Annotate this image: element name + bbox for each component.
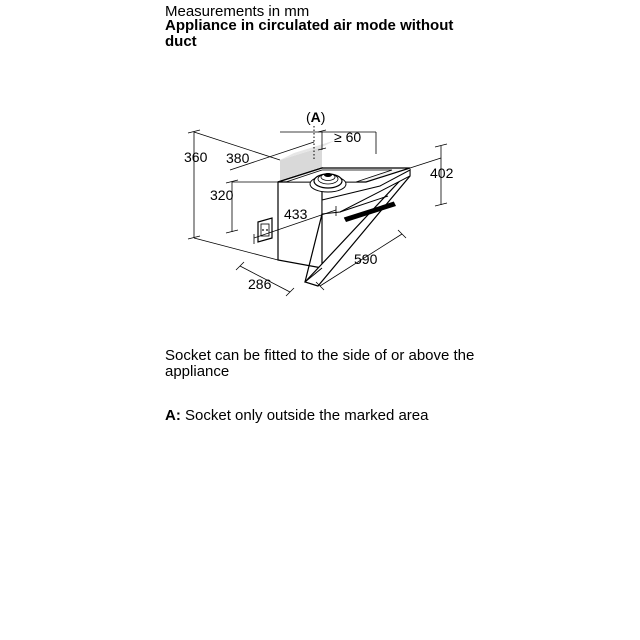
legend-text: Socket only outside the marked area [185,407,429,424]
dim-inner-depth: 433 [284,206,308,222]
socket-icon [258,218,272,242]
dim-width-back: 380 [226,150,250,166]
page-title: Appliance in circulated air mode without duct [165,17,454,50]
legend-key: A: [165,407,181,424]
dim-clearance: ≥ 60 [334,129,362,145]
socket-note: Socket can be fitted to the side of or above the appliance [165,347,475,380]
dim-depth-top: 360 [184,149,208,165]
dim-height-left: 320 [210,187,234,203]
dim-height-right: 402 [430,165,454,181]
dim-width-front: 590 [354,251,378,267]
units-note: Measurements in mm [165,3,310,20]
legend-a [165,408,428,424]
dim-depth-bottom: 286 [248,276,272,292]
marker-label: (A) [306,109,326,125]
